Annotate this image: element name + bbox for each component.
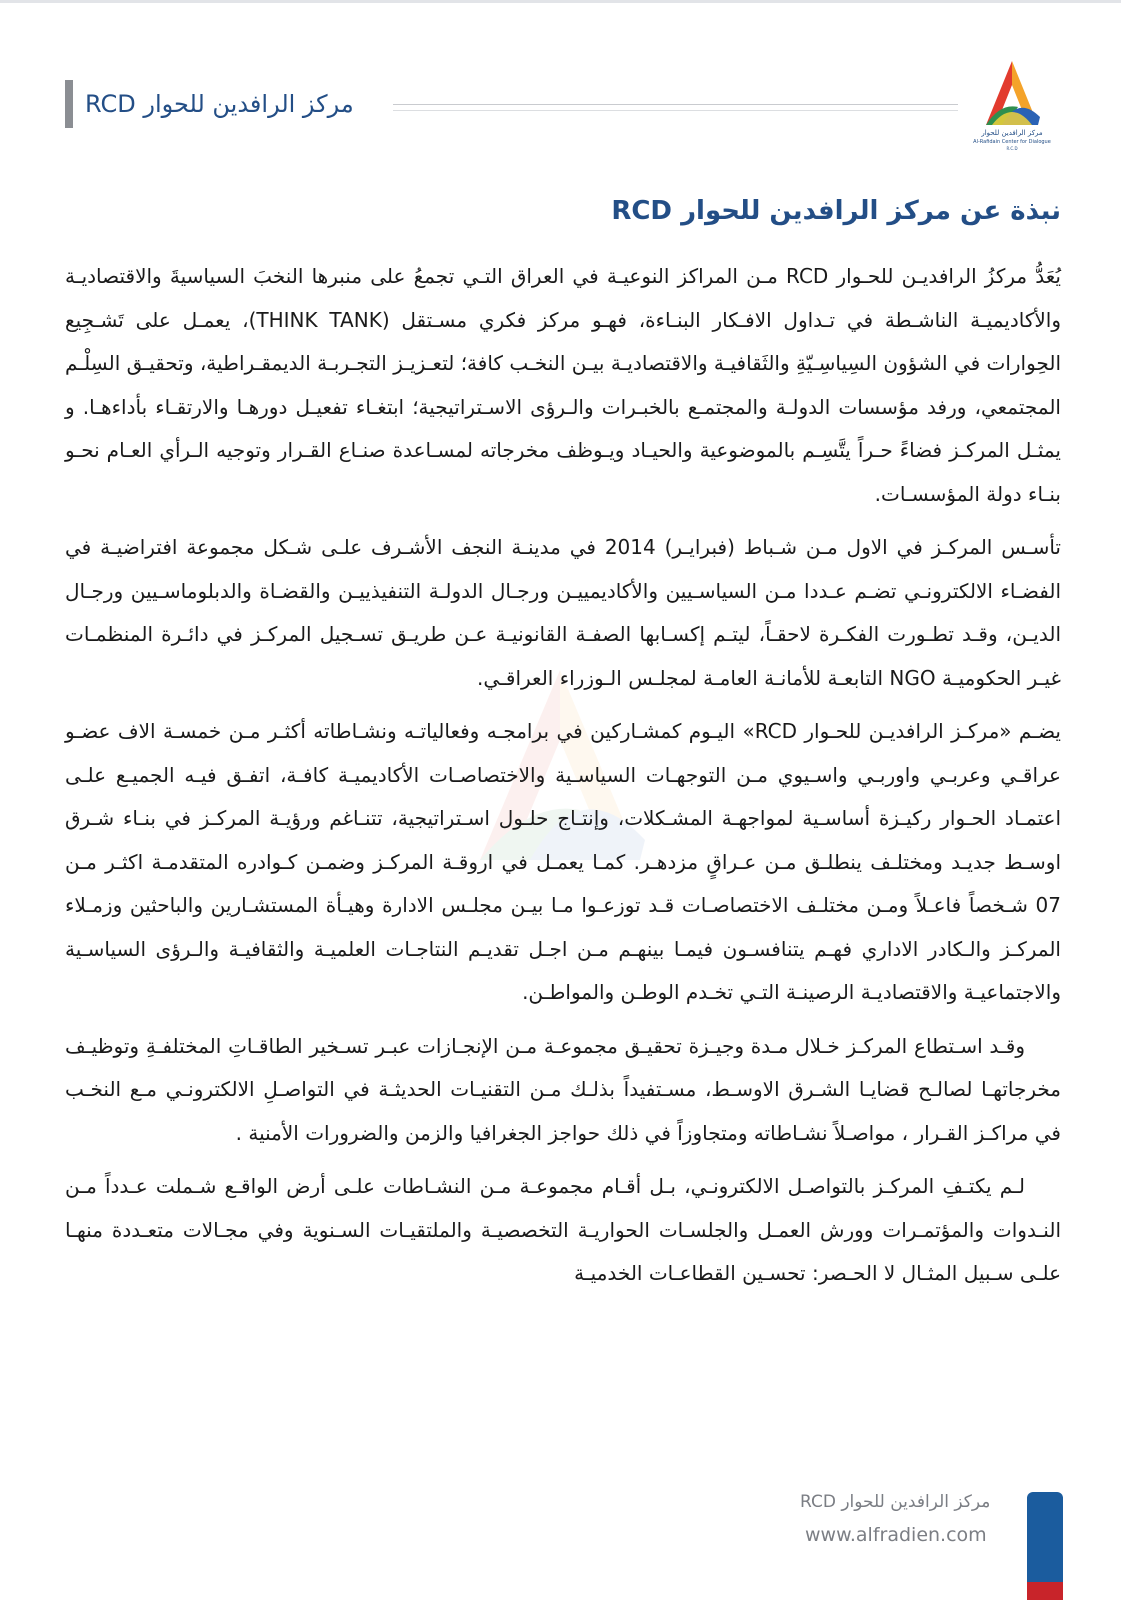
logo-text-abbr: R.C.D xyxy=(1006,146,1018,151)
header-divider-secondary xyxy=(393,110,958,111)
header-divider xyxy=(393,104,958,105)
header-accent-bar xyxy=(65,80,73,128)
logo-text-ar: مركز الرافدين للحوار xyxy=(981,129,1043,137)
paragraph: وقـد اسـتطاع المركـز خـلال مـدة وجيـزة تحقيـق مجموعـة مـن الإنجـازات عبـر تسـخير الطاقـاتِ المختلفـةِ وتوظيـف مخرجاتهـا لصالـح قضايـا الشـرق الاوسـط، مسـتفيداً بذلـك مـن التقنيـات الحديثـة في التواصـلِ الالكترونـي مـع النخـب في مراكـز القـرار ، مواصـلاً نشـاطاته ومتجاوزاً في ذلك حواجز الجغرافيا والزمن والضرورات الأمنية . xyxy=(65,1033,1061,1145)
footer-website-link[interactable]: www.alfradien.com xyxy=(805,1524,987,1546)
paragraph: يضـم «مركـز الرافديـن للحـوار RCD» اليـوم كمشـاركين في برامجـه وفعالياتـه ونشـاطاته أكثـر مـن خمسـة الاف عضـو عراقـي وعربـي واوربـي واسـيوي مـن التوجهـات السياسـية والاختصاصـات الأكاديميـة كافـة، اتفـق فيـه الجميـع علـى اعتمـاد الحـوار ركيـزة أساسـية لمواجهـة المشـكلات، وإنتـاج حلـول اسـتراتيجية، تتنـاغم ورؤيـة المركـز في بنـاء شـرق اوسـط جديـد ومختلـف ينطلـق مـن عـراقٍ مزدهـر. كمـا يعمـل في اروقـة المركـز وضمـن كـوادره المتقدمـة اكثـر مـن 07 شـخصاً فاعـلاً ومـن مختلـف الاختصاصـات قـد توزعـوا مـا بيـن مجلـس الادارة وهيـأة المستشـارين والباحثين وزمـلاء المركـز والـكادر الاداري فهـم يتنافسـون فيمـا بينهـم مـن اجـل تقديـم النتاجـات العلميـة والثقافيـة والـرؤى السياسـية والاجتماعيـة والاقتصاديـة الرصينـة التـي تخـدم الوطـن والمواطـن. xyxy=(65,719,1061,1004)
paragraph: يُعَدُّ مركزُ الرافديـن للحـوار RCD مـن المراكز النوعيـة في العراق التـي تجمعُ على منبرها النخبَ السياسيةَ والاقتصاديـة والأكاديميـة الناشـطة في تـداول الافـكار البنـاءة، فهـو مركز فكري مسـتقل (THINK TANK)، يعمـل على تَشـجِيع الحِوارات في الشؤون السِياسِـيّةِ والثَقافيـة والاقتصاديـة بيـن النخـب كافة؛ لتعـزيـز التجـربـة الديمقـراطية، وتحقيـق السِلْـم المجتمعي، ورفد مؤسسات الدولـة والمجتمـع بالخبـرات والـرؤى الاسـتراتيجية؛ ابتغـاء تفعيـل دورهـا والارتقـاء بأداءهـا. و يمثـل المركـز فضاءً حـراً يتَّسِـم بالموضوعية والحيـاد ويـوظف مخرجاته لمسـاعدة صنـاع القـرار وتوجيه الـرأي العـام نحـو بنـاء دولة المؤسسـات. xyxy=(65,264,1062,506)
paragraph: تأسـس المركـز في الاول مـن شـباط (فبرايـر) 2014 في مدينـة النجف الأشـرف علـى شـكل مجموعة افتراضيـة في الفضـاء الالكترونـي تضـم عـددا مـن السياسـيين والأكاديمييـن ورجـال الدولـة التنفيذييـن والقضـاة والدبلوماسـيين ورجـال الديـن، وقـد تطـورت الفكـرة لاحقـاً، ليتـم إكسـابها الصفـة القانونيـة عـن طريـق تسـجيل المركـز في دائـرة المنظمـات غيـر الحكوميـة NGO التابعـة للأمانـة العامـة لمجلـس الـوزراء العراقـي. xyxy=(65,535,1061,690)
footer-org-name: مركز الرافدين للحوار RCD xyxy=(800,1492,991,1512)
header-title: مركز الرافدين للحوار RCD xyxy=(85,90,354,118)
rcd-logo-icon xyxy=(966,55,1058,165)
logo-text-en: Al-Rafidain Center for Dialogue xyxy=(973,139,1051,145)
footer-tab-blue xyxy=(1027,1492,1063,1582)
footer-tab-red xyxy=(1027,1582,1063,1600)
page-title: نبذة عن مركز الرافدين للحوار RCD xyxy=(611,196,1061,226)
page-top-border xyxy=(0,0,1121,3)
article-body xyxy=(65,255,1061,1306)
paragraph: لـم يكتـفِ المركـز بالتواصـل الالكترونـي، بـل أقـام مجموعـة مـن النشـاطات علـى أرض الواقـع شـملت عـدداً مـن النـدوات والمؤتمـرات وورش العمـل والجلسـات الحواريـة التخصصيـة والملتقيـات السـنوية وفي مجـالات متعـددة منهـا علـى سـبيل المثـال لا الحـصر: تحسـين القطاعـات الخدميـة xyxy=(65,1174,1061,1285)
